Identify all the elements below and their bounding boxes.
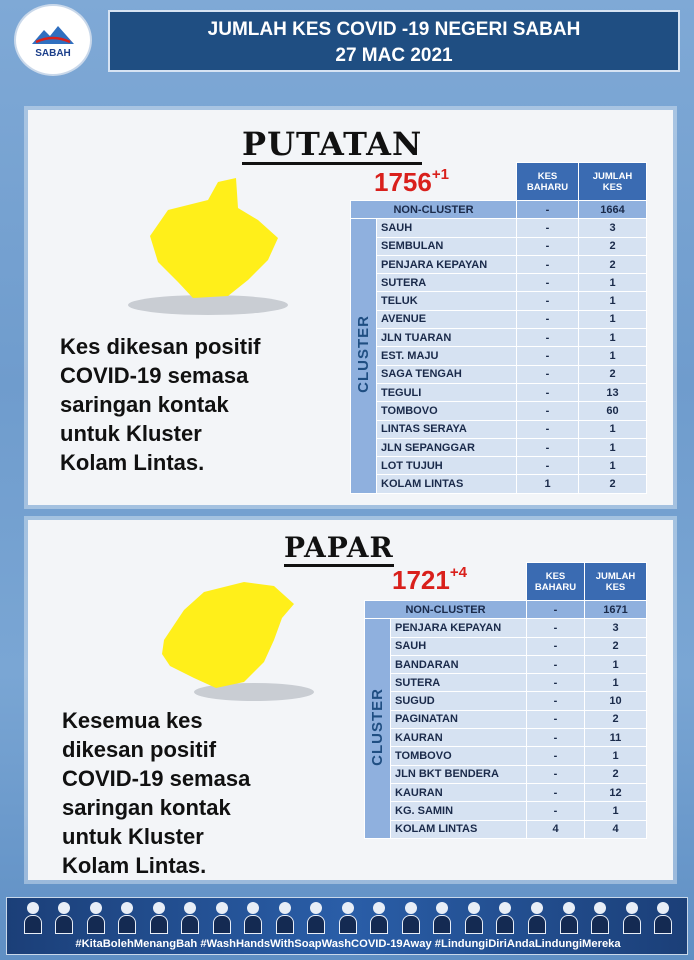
row-total: 60 bbox=[579, 402, 647, 420]
person-icon bbox=[401, 902, 421, 934]
person-icon bbox=[432, 902, 452, 934]
person-icon bbox=[243, 902, 263, 934]
row-name: TOMBOVO bbox=[377, 402, 517, 420]
row-new: - bbox=[527, 674, 585, 692]
table-row bbox=[351, 255, 647, 273]
row-name: SUTERA bbox=[377, 274, 517, 292]
row-new: - bbox=[517, 365, 579, 383]
row-name: NON-CLUSTER bbox=[365, 601, 527, 619]
papar-panel bbox=[28, 520, 673, 880]
row-new: - bbox=[517, 201, 579, 219]
row-name: SAUH bbox=[391, 637, 527, 655]
papar-description-line: COVID-19 semasa bbox=[62, 766, 251, 791]
frontliners-icon-row bbox=[17, 902, 679, 936]
person-icon bbox=[495, 902, 515, 934]
table-row bbox=[351, 274, 647, 292]
row-name: AVENUE bbox=[377, 310, 517, 328]
row-name: EST. MAJU bbox=[377, 347, 517, 365]
row-total: 13 bbox=[579, 383, 647, 401]
row-total: 1 bbox=[579, 292, 647, 310]
papar-table bbox=[364, 562, 647, 839]
row-total: 1 bbox=[579, 438, 647, 456]
table-row bbox=[351, 383, 647, 401]
row-total: 2 bbox=[579, 365, 647, 383]
person-icon bbox=[559, 902, 579, 934]
row-new: - bbox=[527, 729, 585, 747]
row-new: - bbox=[527, 747, 585, 765]
row-name: JLN BKT BENDERA bbox=[391, 765, 527, 783]
putatan-total-value: 1756 bbox=[374, 167, 432, 197]
papar-description-line: Kolam Lintas. bbox=[62, 853, 207, 878]
row-name: KAURAN bbox=[391, 783, 527, 801]
putatan-description bbox=[60, 332, 360, 477]
table-row bbox=[365, 747, 647, 765]
row-total: 11 bbox=[585, 729, 647, 747]
papar-description-line: dikesan positif bbox=[62, 737, 217, 762]
person-icon bbox=[590, 902, 610, 934]
row-name: SUTERA bbox=[391, 674, 527, 692]
row-name: SAGA TENGAH bbox=[377, 365, 517, 383]
table-row bbox=[365, 802, 647, 820]
row-new: - bbox=[527, 601, 585, 619]
table-row bbox=[351, 457, 647, 475]
person-icon bbox=[86, 902, 106, 934]
putatan-description-line: untuk Kluster bbox=[60, 421, 202, 446]
row-name: JLN SEPANGGAR bbox=[377, 438, 517, 456]
row-new: - bbox=[527, 619, 585, 637]
papar-map bbox=[124, 570, 324, 710]
row-new: - bbox=[527, 802, 585, 820]
row-total: 1 bbox=[579, 274, 647, 292]
row-total: 2 bbox=[585, 637, 647, 655]
table-row bbox=[365, 655, 647, 673]
papar-new-value: +4 bbox=[449, 564, 467, 581]
table-row bbox=[351, 365, 647, 383]
person-icon bbox=[306, 902, 326, 934]
person-icon bbox=[622, 902, 642, 934]
table-row bbox=[365, 637, 647, 655]
table-row bbox=[351, 237, 647, 255]
table-row bbox=[351, 219, 647, 237]
row-total: 1 bbox=[579, 420, 647, 438]
row-total: 2 bbox=[579, 237, 647, 255]
row-new: 1 bbox=[517, 475, 579, 493]
row-total: 1 bbox=[579, 457, 647, 475]
row-new: - bbox=[527, 765, 585, 783]
row-new: - bbox=[527, 783, 585, 801]
putatan-description-line: saringan kontak bbox=[60, 392, 229, 417]
row-new: - bbox=[517, 383, 579, 401]
table-row bbox=[351, 402, 647, 420]
footer-banner bbox=[6, 897, 688, 955]
row-new: - bbox=[517, 420, 579, 438]
row-new: - bbox=[517, 402, 579, 420]
putatan-description-line: Kolam Lintas. bbox=[60, 450, 205, 475]
row-name: KAURAN bbox=[391, 729, 527, 747]
table-row bbox=[351, 420, 647, 438]
row-total: 1 bbox=[585, 655, 647, 673]
row-total: 1671 bbox=[585, 601, 647, 619]
row-new: - bbox=[527, 655, 585, 673]
header-title: JUMLAH KES COVID -19 NEGERI SABAH bbox=[207, 19, 581, 40]
person-icon bbox=[464, 902, 484, 934]
row-new: - bbox=[517, 310, 579, 328]
table-row bbox=[351, 201, 647, 219]
person-icon bbox=[149, 902, 169, 934]
row-name: NON-CLUSTER bbox=[351, 201, 517, 219]
table-row bbox=[365, 601, 647, 619]
cluster-label: CLUSTER bbox=[365, 619, 391, 839]
sabah-logo bbox=[14, 4, 92, 76]
row-name: LOT TUJUH bbox=[377, 457, 517, 475]
table-row bbox=[351, 475, 647, 493]
person-icon bbox=[527, 902, 547, 934]
row-new: 4 bbox=[527, 820, 585, 838]
col-jumlah-kes: JUMLAH KES bbox=[579, 163, 647, 201]
row-total: 3 bbox=[585, 619, 647, 637]
row-new: - bbox=[517, 292, 579, 310]
row-new: - bbox=[527, 710, 585, 728]
putatan-description-line: COVID-19 semasa bbox=[60, 363, 249, 388]
logo-text: SABAH bbox=[35, 47, 71, 59]
row-total: 1 bbox=[579, 310, 647, 328]
row-new: - bbox=[517, 274, 579, 292]
putatan-map bbox=[98, 170, 288, 330]
putatan-new-value: +1 bbox=[431, 166, 449, 183]
row-total: 4 bbox=[585, 820, 647, 838]
papar-description-line: Kesemua kes bbox=[62, 708, 203, 733]
table-row bbox=[351, 329, 647, 347]
col-kes-baharu: KES BAHARU bbox=[517, 163, 579, 201]
row-name: SUGUD bbox=[391, 692, 527, 710]
table-row bbox=[351, 292, 647, 310]
row-name: TEGULI bbox=[377, 383, 517, 401]
row-total: 2 bbox=[579, 475, 647, 493]
papar-description-line: saringan kontak bbox=[62, 795, 231, 820]
row-total: 12 bbox=[585, 783, 647, 801]
papar-total-value: 1721 bbox=[392, 565, 450, 595]
table-row bbox=[365, 820, 647, 838]
page-header bbox=[108, 10, 680, 72]
header-date: 27 MAC 2021 bbox=[335, 45, 453, 66]
row-name: PENJARA KEPAYAN bbox=[391, 619, 527, 637]
papar-title: PAPAR bbox=[284, 534, 394, 567]
table-row bbox=[365, 729, 647, 747]
putatan-title: PUTATAN bbox=[242, 125, 423, 163]
footer-hashtags: #KitaBolehMenangBah #WashHandsWithSoapWashCOVID-19Away #LindungiDiriAndaLindungiMereka bbox=[75, 938, 621, 950]
person-icon bbox=[212, 902, 232, 934]
row-new: - bbox=[527, 692, 585, 710]
person-icon bbox=[23, 902, 43, 934]
row-new: - bbox=[517, 438, 579, 456]
row-name: BANDARAN bbox=[391, 655, 527, 673]
row-name: PENJARA KEPAYAN bbox=[377, 255, 517, 273]
table-row bbox=[365, 692, 647, 710]
row-total: 1 bbox=[579, 347, 647, 365]
row-new: - bbox=[517, 255, 579, 273]
row-name: KOLAM LINTAS bbox=[391, 820, 527, 838]
cluster-label: CLUSTER bbox=[351, 219, 377, 493]
papar-description bbox=[62, 706, 362, 880]
person-icon bbox=[180, 902, 200, 934]
row-name: KG. SAMIN bbox=[391, 802, 527, 820]
row-new: - bbox=[517, 347, 579, 365]
mountain-icon bbox=[30, 24, 76, 46]
putatan-description-line: Kes dikesan positif bbox=[60, 334, 261, 359]
table-row bbox=[351, 438, 647, 456]
putatan-table bbox=[350, 162, 647, 494]
row-name: LINTAS SERAYA bbox=[377, 420, 517, 438]
table-row bbox=[365, 710, 647, 728]
row-total: 2 bbox=[585, 710, 647, 728]
table-row bbox=[351, 347, 647, 365]
table-row bbox=[365, 765, 647, 783]
row-name: SEMBULAN bbox=[377, 237, 517, 255]
row-total: 1 bbox=[585, 747, 647, 765]
table-row bbox=[365, 674, 647, 692]
row-name: PAGINATAN bbox=[391, 710, 527, 728]
row-name: JLN TUARAN bbox=[377, 329, 517, 347]
row-name: KOLAM LINTAS bbox=[377, 475, 517, 493]
row-name: TELUK bbox=[377, 292, 517, 310]
row-new: - bbox=[517, 237, 579, 255]
row-total: 1 bbox=[585, 802, 647, 820]
row-new: - bbox=[517, 457, 579, 475]
row-name: SAUH bbox=[377, 219, 517, 237]
person-icon bbox=[275, 902, 295, 934]
person-icon bbox=[369, 902, 389, 934]
person-icon bbox=[54, 902, 74, 934]
row-total: 3 bbox=[579, 219, 647, 237]
row-new: - bbox=[517, 329, 579, 347]
table-row bbox=[351, 310, 647, 328]
row-new: - bbox=[527, 637, 585, 655]
row-total: 1 bbox=[579, 329, 647, 347]
papar-description-line: untuk Kluster bbox=[62, 824, 204, 849]
row-new: - bbox=[517, 219, 579, 237]
person-icon bbox=[338, 902, 358, 934]
col-jumlah-kes: JUMLAH KES bbox=[585, 563, 647, 601]
table-row bbox=[365, 619, 647, 637]
person-icon bbox=[653, 902, 673, 934]
putatan-panel bbox=[28, 110, 673, 505]
row-total: 2 bbox=[579, 255, 647, 273]
row-total: 1664 bbox=[579, 201, 647, 219]
row-total: 2 bbox=[585, 765, 647, 783]
col-kes-baharu: KES BAHARU bbox=[527, 563, 585, 601]
row-total: 1 bbox=[585, 674, 647, 692]
row-name: TOMBOVO bbox=[391, 747, 527, 765]
row-total: 10 bbox=[585, 692, 647, 710]
table-row bbox=[365, 783, 647, 801]
person-icon bbox=[117, 902, 137, 934]
